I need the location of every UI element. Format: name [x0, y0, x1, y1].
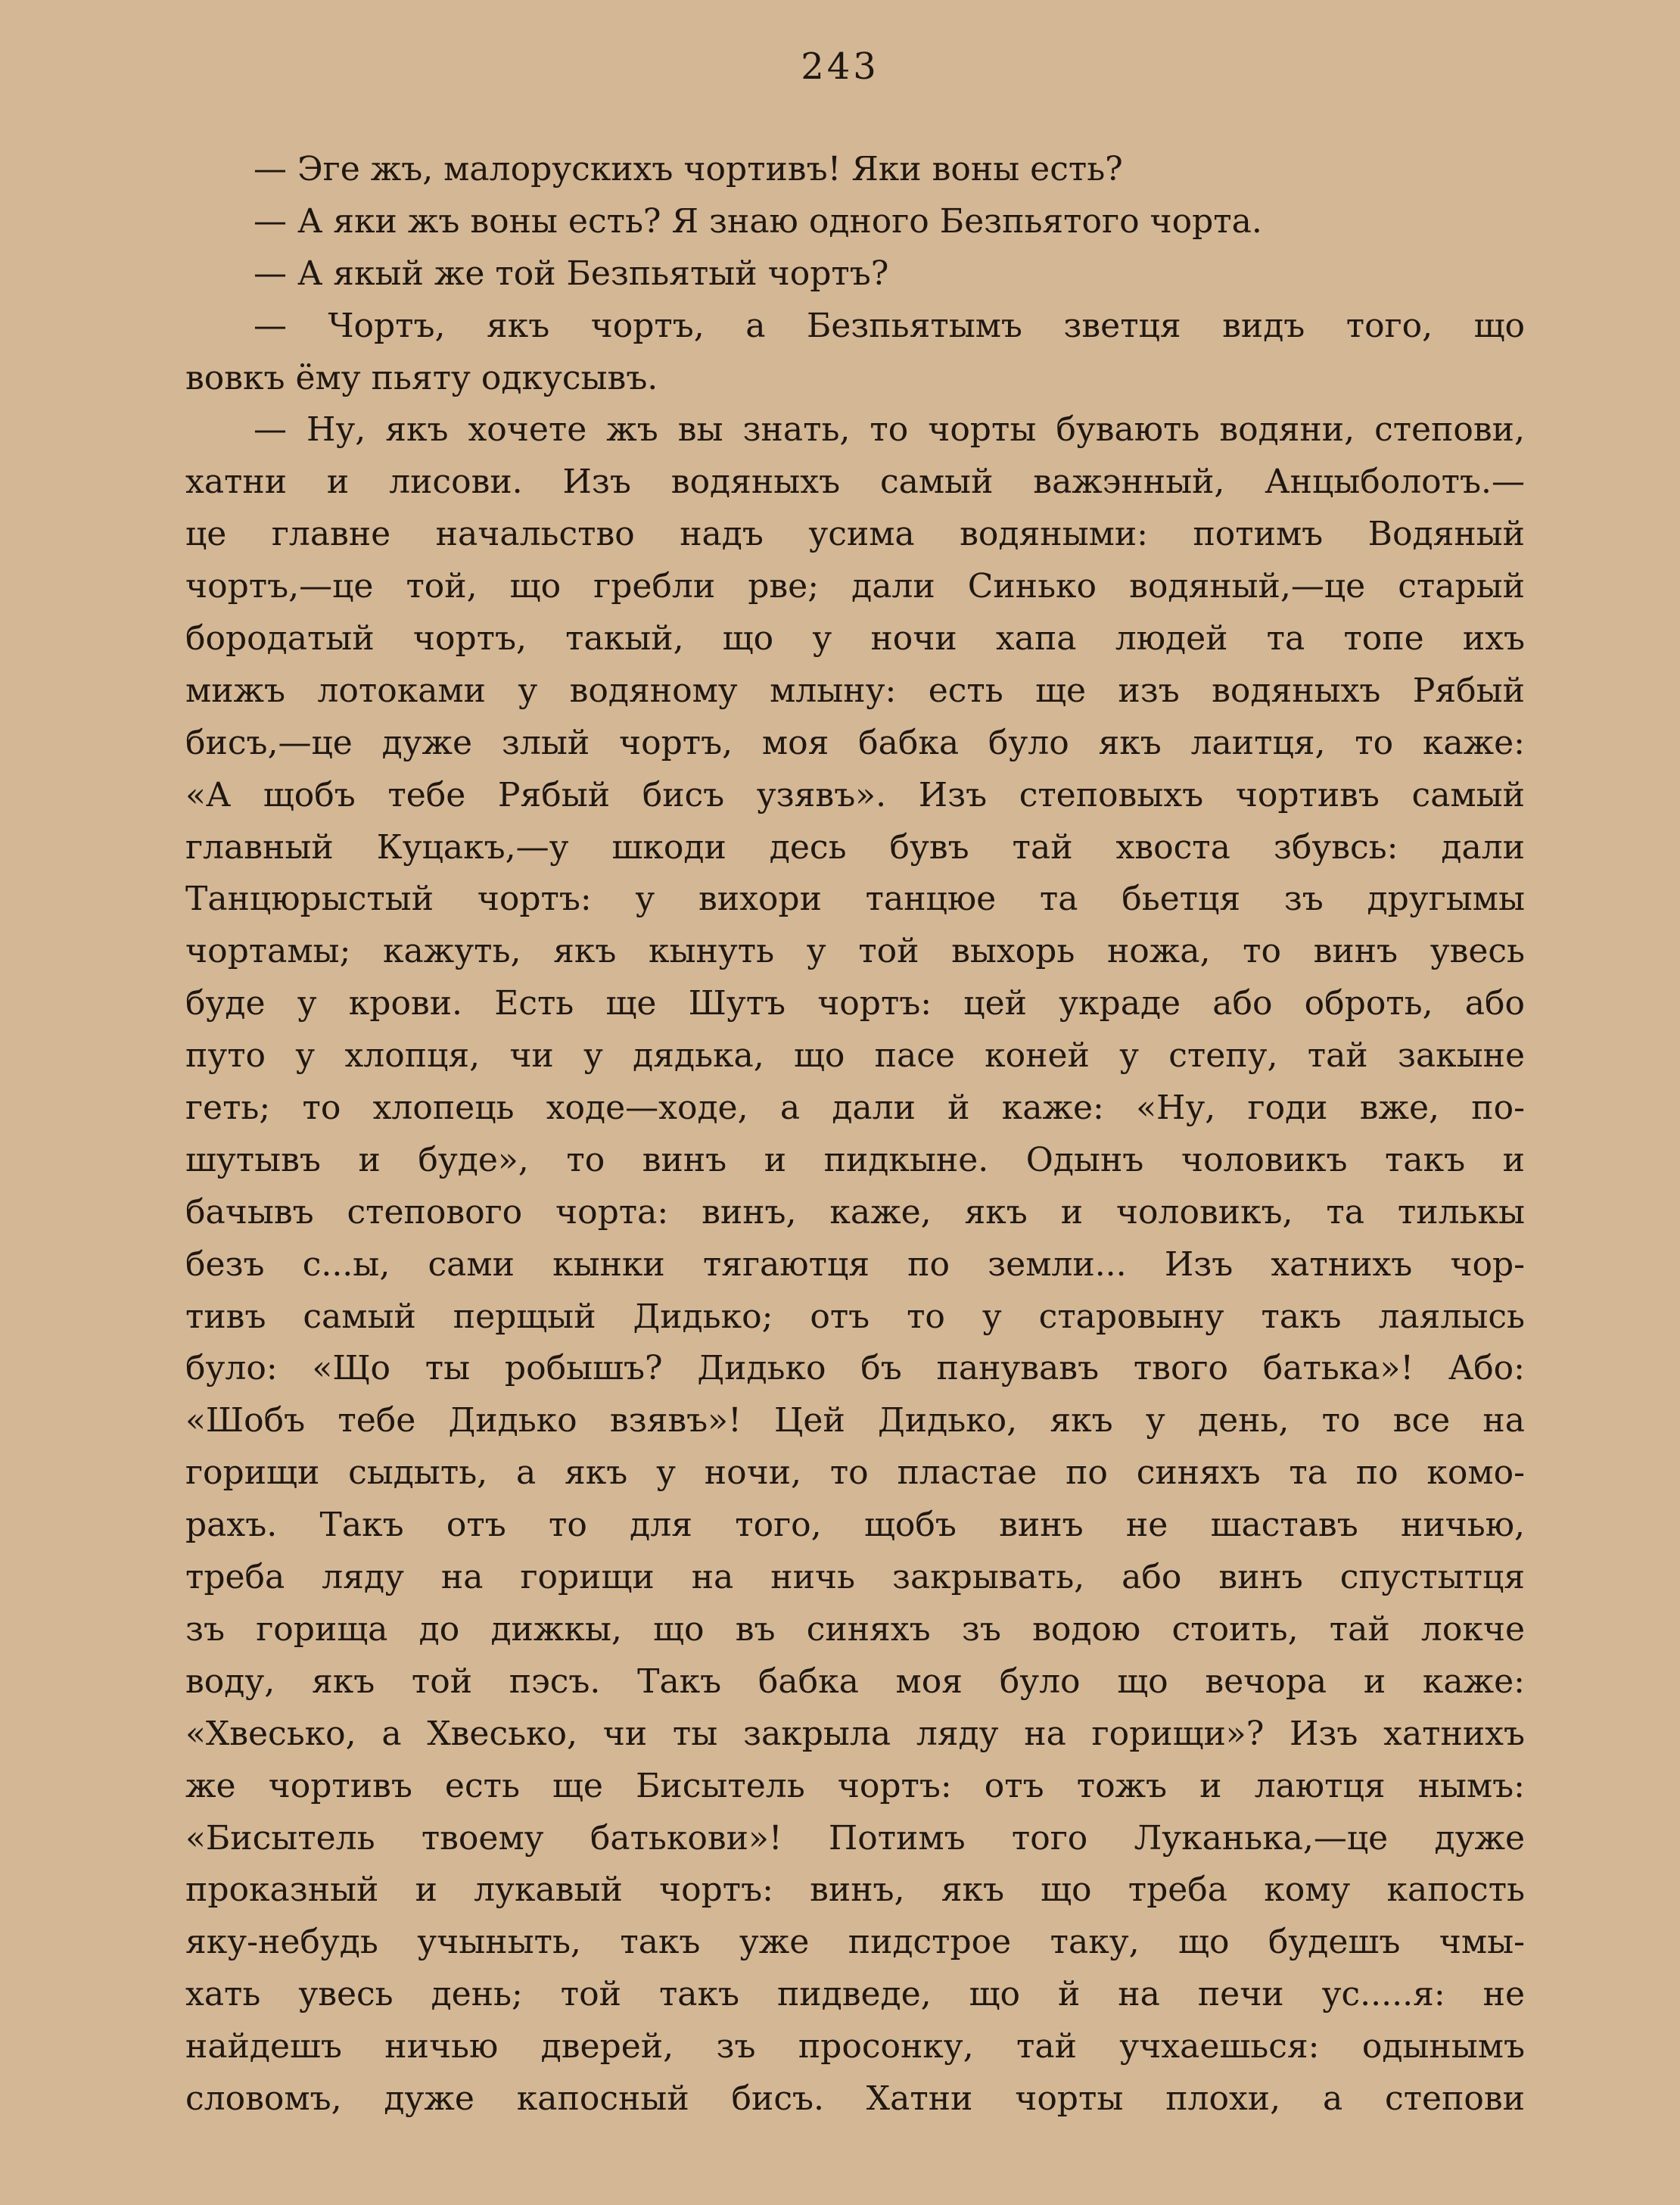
text-line: — Эге жъ, малорускихъ чортивъ! Яки воны есть?: [254, 150, 1123, 188]
text-line: геть; то хлопець ходе—ходе, а дали й каже: «Ну, годи вже, по-: [185, 1088, 1525, 1128]
text-line: мижъ лотоками у водяному млыну: есть ще изъ водяныхъ Рябый: [185, 671, 1525, 710]
text-line: горищи сыдыть, а якъ у ночи, то пластае по синяхъ та по комо-: [185, 1453, 1525, 1493]
text-line: воду, якъ той пэсъ. Такъ бабка моя було що вечора и каже:: [185, 1662, 1525, 1701]
text-line: чортамы; кажуть, якъ кынуть у той выхорь ножа, то винъ увесь: [185, 932, 1525, 971]
text-line: хать увесь день; той такъ пидведе, що й на печи ус.....я: не: [185, 1975, 1525, 2014]
text-line: це главне начальство надъ усима водяными: потимъ Водяный: [185, 515, 1525, 554]
text-line: же чортивъ есть ще Бисытель чортъ: отъ тожъ и лаютця нымъ:: [185, 1766, 1525, 1805]
text-line: — Чортъ, якъ чортъ, а Безпьятымъ зветця видъ того, що: [254, 306, 1525, 345]
text-line: безъ с...ы, сами кынки тягаютця по земли... Изъ хатнихъ чор-: [185, 1244, 1525, 1284]
text-line: — Ну, якъ хочете жъ вы знать, то чорты бувають водяни, степови,: [254, 410, 1525, 450]
text-line: проказный и лукавый чортъ: винъ, якъ що треба кому капость: [185, 1870, 1525, 1910]
text-line: «А щобъ тебе Рябый бисъ узявъ». Изъ степовыхъ чортивъ самый: [185, 775, 1525, 814]
text-line: «Хвесько, а Хвесько, чи ты закрыла ляду на горищи»? Изъ хатнихъ: [185, 1714, 1525, 1753]
text-line: рахъ. Такъ отъ то для того, щобъ винъ не шаставъ ничью,: [185, 1506, 1525, 1545]
text-line: було: «Що ты робышъ? Дидько бъ панувавъ твого батька»! Або:: [185, 1349, 1525, 1388]
text-line: найдешъ ничью дверей, зъ просонку, тай учхаешься: одынымъ: [185, 2027, 1525, 2066]
text-line: бородатый чортъ, такый, що у ночи хапа людей та топе ихъ: [185, 619, 1525, 659]
text-line: зъ горища до дижкы, що въ синяхъ зъ водою стоить, тай локче: [185, 1609, 1525, 1649]
text-line: тивъ самый перщый Дидько; отъ то у старовыну такъ лаялысь: [185, 1297, 1525, 1336]
text-line: яку-небудь учыныть, такъ уже пидстрое таку, що будешъ чмы-: [185, 1923, 1525, 1962]
text-line: — А якый же той Безпьятый чортъ?: [254, 254, 889, 293]
text-line: — А яки жъ воны есть? Я знаю одного Безпьятого чорта.: [254, 201, 1262, 241]
text-line: треба ляду на горищи на ничь закрывать, або винъ спустытця: [185, 1558, 1525, 1597]
text-line: бисъ,—це дуже злый чортъ, моя бабка було якъ лаитця, то каже:: [185, 723, 1525, 762]
text-line: шутывъ и буде», то винъ и пидкыне. Одынъ чоловикъ такъ и: [185, 1140, 1525, 1179]
text-line: бачывъ степового чорта: винъ, каже, якъ и чоловикъ, та тилькы: [185, 1192, 1525, 1232]
page-number: 243: [801, 45, 879, 88]
text-line: буде у крови. Есть ще Шутъ чортъ: цей украде або оброть, або: [185, 984, 1525, 1023]
text-line: чортъ,—це той, що гребли рве; дали Синько водяный,—це старый: [185, 567, 1525, 606]
text-line: Танцюрыстый чортъ: у вихори танцюе та бьетця зъ другымы: [185, 880, 1525, 919]
text-line: главный Куцакъ,—у шкоди десь бувъ тай хвоста збувсь: дали: [185, 827, 1525, 867]
text-line: словомъ, дуже капосный бисъ. Хатни чорты плохи, а степови: [185, 2079, 1525, 2118]
text-line: «Бисытель твоему батькови»! Потимъ того Луканька,—це дуже: [185, 1818, 1525, 1858]
text-line: «Шобъ тебе Дидько взявъ»! Цей Дидько, якъ у день, то все на: [185, 1401, 1525, 1440]
text-line: путо у хлопця, чи у дядька, що пасе коней у степу, тай закыне: [185, 1036, 1525, 1076]
text-line: хатни и лисови. Изъ водяныхъ самый важэнный, Анцыболотъ.—: [185, 462, 1525, 502]
text-body: [185, 144, 1525, 2126]
text-line: вовкъ ёму пьяту одкусывъ.: [185, 358, 658, 397]
